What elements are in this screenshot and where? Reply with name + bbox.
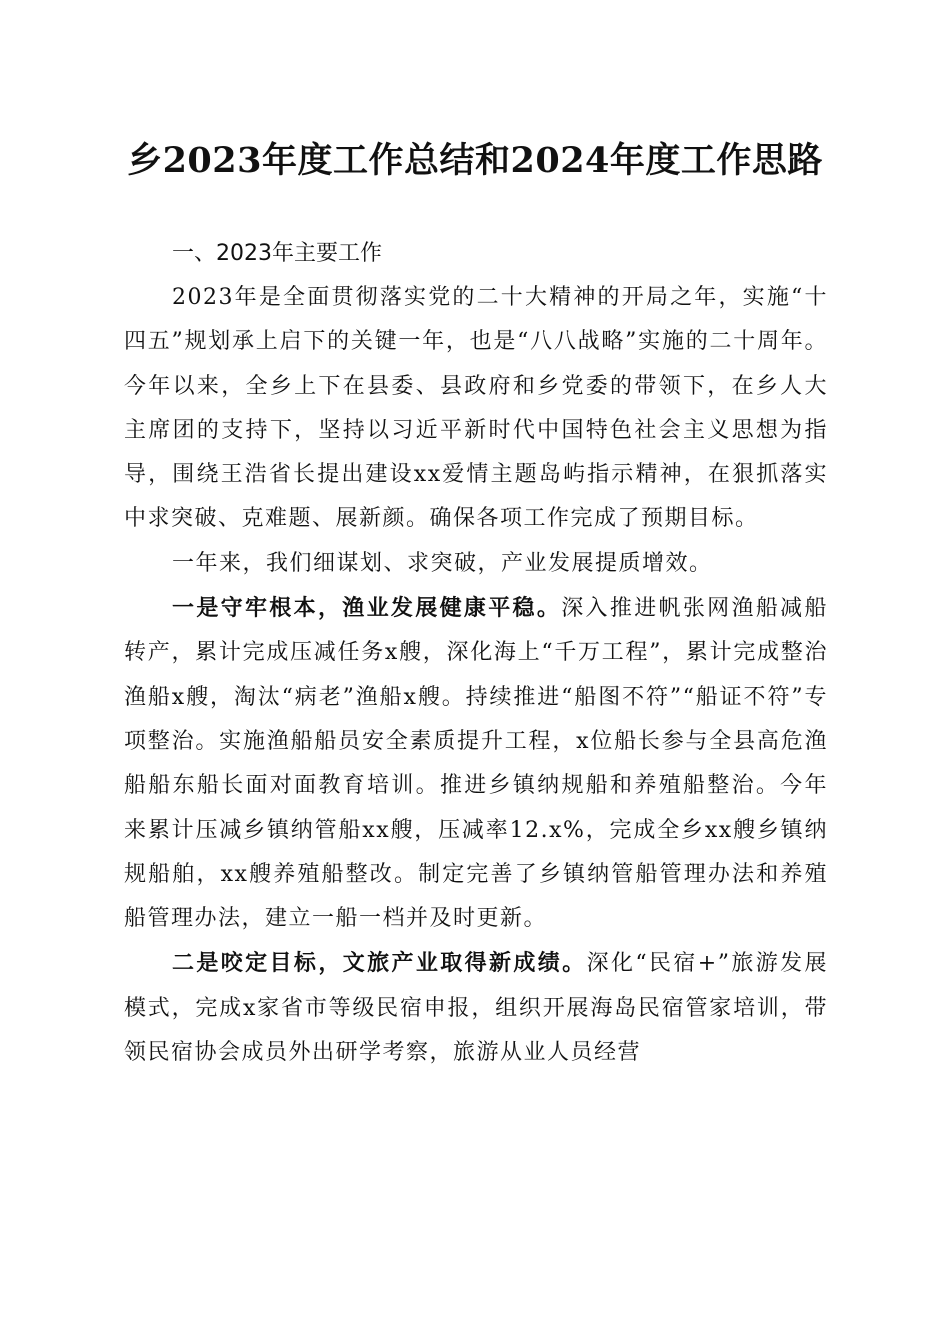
document-title: 乡2023年度工作总结和2024年度工作思路 [127, 140, 823, 181]
paragraph-lead: 二是咬定目标，文旅产业取得新成绩。 [172, 950, 587, 977]
paragraph-fishery [124, 586, 828, 941]
paragraph-lead: 一是守牢根本，渔业发展健康平稳。 [172, 595, 562, 622]
paragraph-text: 一年来，我们细谋划、求突破，产业发展提质增效。 [172, 550, 713, 576]
paragraph-text: 深化“民宿+”旅游发展模式，完成x家省市等级民宿申报，组织开展海岛民宿管家培训，带领民宿协会成员外出研学考察，旅游从业人员经营 [124, 951, 828, 1066]
paragraph-text: 2023年是全面贯彻落实党的二十大精神的开局之年，实施“十四五”规划承上启下的关键一年，也是“八八战略”实施的二十周年。今年以来，全乡上下在县委、县政府和乡党委的带领下，在乡人大主席团的支持下，坚持以习近平新时代中国特色社会主义思想为指导，围绕王浩省长提出建设xx爱情主题岛屿指示精神，在狠抓落实中求突破、克难题、展新颜。确保各项工作完成了预期目标。 [124, 285, 828, 532]
section-heading: 一、2023年主要工作 [172, 241, 382, 266]
paragraph-summary [124, 542, 828, 586]
paragraph-text: 深入推进帆张网渔船减船转产，累计完成压减任务x艘，深化海上“千万工程”，累计完成整治渔船x艘，淘汰“病老”渔船x艘。持续推进“船图不符”“船证不符”专项整治。实施渔船船员安全素质提升工程，x位船长参与全县高危渔船船东船长面对面教育培训。推进乡镇纳规船和养殖船整治。今年来累计压减乡镇纳管船xx艘，压减率12.x%，完成全乡xx艘乡镇纳规船舶，xx艘养殖船整改。制定完善了乡镇纳管船管理办法和养殖船管理办法，建立一船一档并及时更新。 [124, 596, 828, 932]
document-body [124, 232, 828, 1075]
paragraph-tourism [124, 941, 828, 1075]
paragraph-intro [124, 276, 828, 542]
